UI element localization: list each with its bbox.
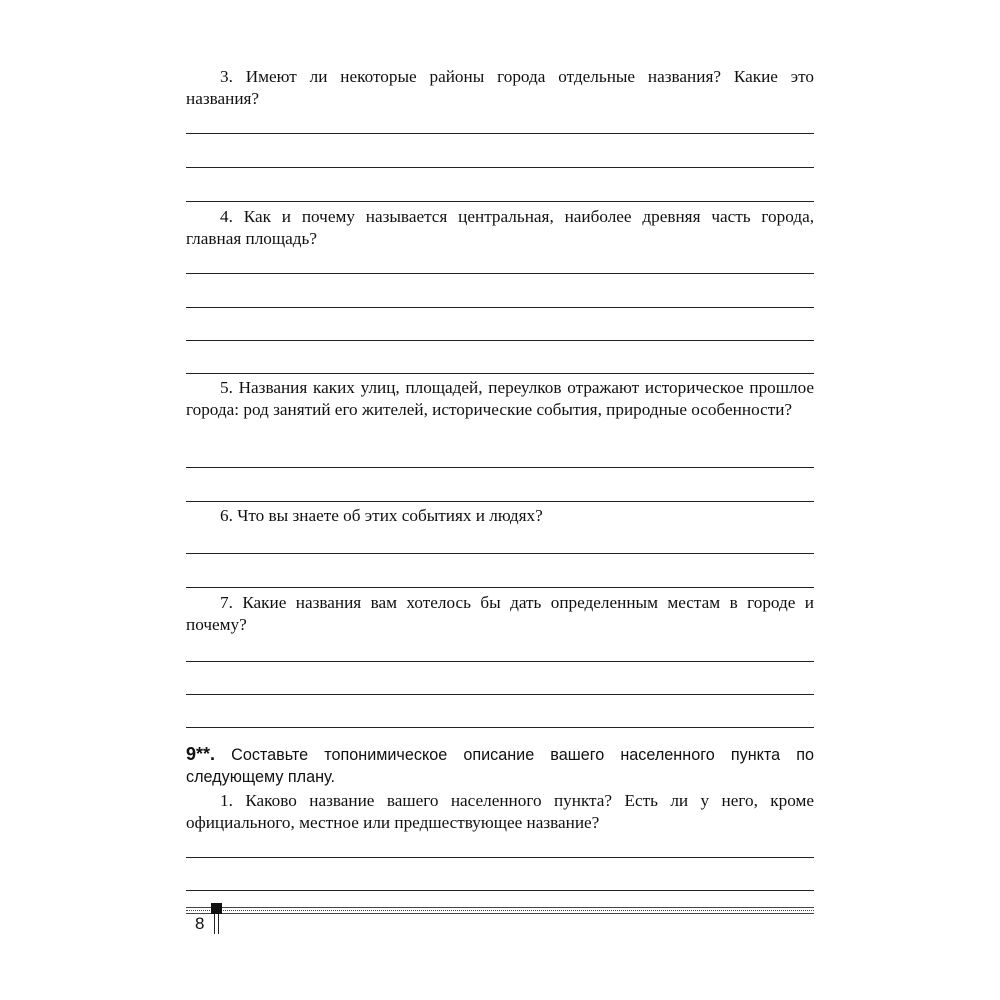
answer-line[interactable] [186,727,814,728]
answer-line[interactable] [186,553,814,554]
answer-line[interactable] [186,307,814,308]
footer-rule [186,913,814,914]
question-label: 5. [220,378,233,397]
question-text: Какие названия вам хотелось бы дать определенным местам в городе и почему? [186,593,814,634]
task-text: Составьте топонимическое описание вашего населенного пункта по следующему плану. [186,746,815,786]
task-9 [186,743,814,788]
answer-line[interactable] [186,467,814,468]
answer-line[interactable] [186,167,814,168]
question-text: Как и почему называется центральная, наиболее древняя часть города, главная площадь? [186,207,814,248]
answer-line[interactable] [186,133,814,134]
question-label: 3. [220,67,233,86]
question-label: 1. [220,791,233,810]
footer-ornament-bar [214,914,215,934]
answer-line[interactable] [186,857,814,858]
page-number: 8 [195,914,205,933]
footer-ornament-bar [218,914,219,934]
question-4 [186,206,814,250]
question-label: 4. [220,207,233,226]
question-6 [186,505,814,527]
task-number: 9**. [186,744,216,764]
question-text: Имеют ли некоторые районы города отдельные названия? Какие это названия? [186,67,815,108]
question-7 [186,592,814,636]
answer-line[interactable] [186,273,814,274]
answer-line[interactable] [186,373,814,374]
answer-line[interactable] [186,201,814,202]
footer-rule [186,907,814,908]
answer-line[interactable] [186,661,814,662]
question-text: Что вы знаете об этих событиях и людях? [237,506,543,525]
footer-rule [186,910,814,911]
question-text: Названия каких улиц, площадей, переулков отражают историческое прошлое города: род занятий его жителей, исторические события, природные особенности? [186,378,814,419]
answer-line[interactable] [186,694,814,695]
question-3 [186,66,814,110]
answer-line[interactable] [186,501,814,502]
answer-line[interactable] [186,340,814,341]
subquestion-1 [186,790,814,834]
answer-line[interactable] [186,890,814,891]
question-label: 6. [220,506,233,525]
footer-ornament-square [211,903,222,914]
question-text: Каково название вашего населенного пункта? Есть ли у него, кроме официального, местное или предшествующее название? [186,791,815,832]
question-5 [186,377,814,421]
answer-line[interactable] [186,587,814,588]
question-label: 7. [220,593,233,612]
